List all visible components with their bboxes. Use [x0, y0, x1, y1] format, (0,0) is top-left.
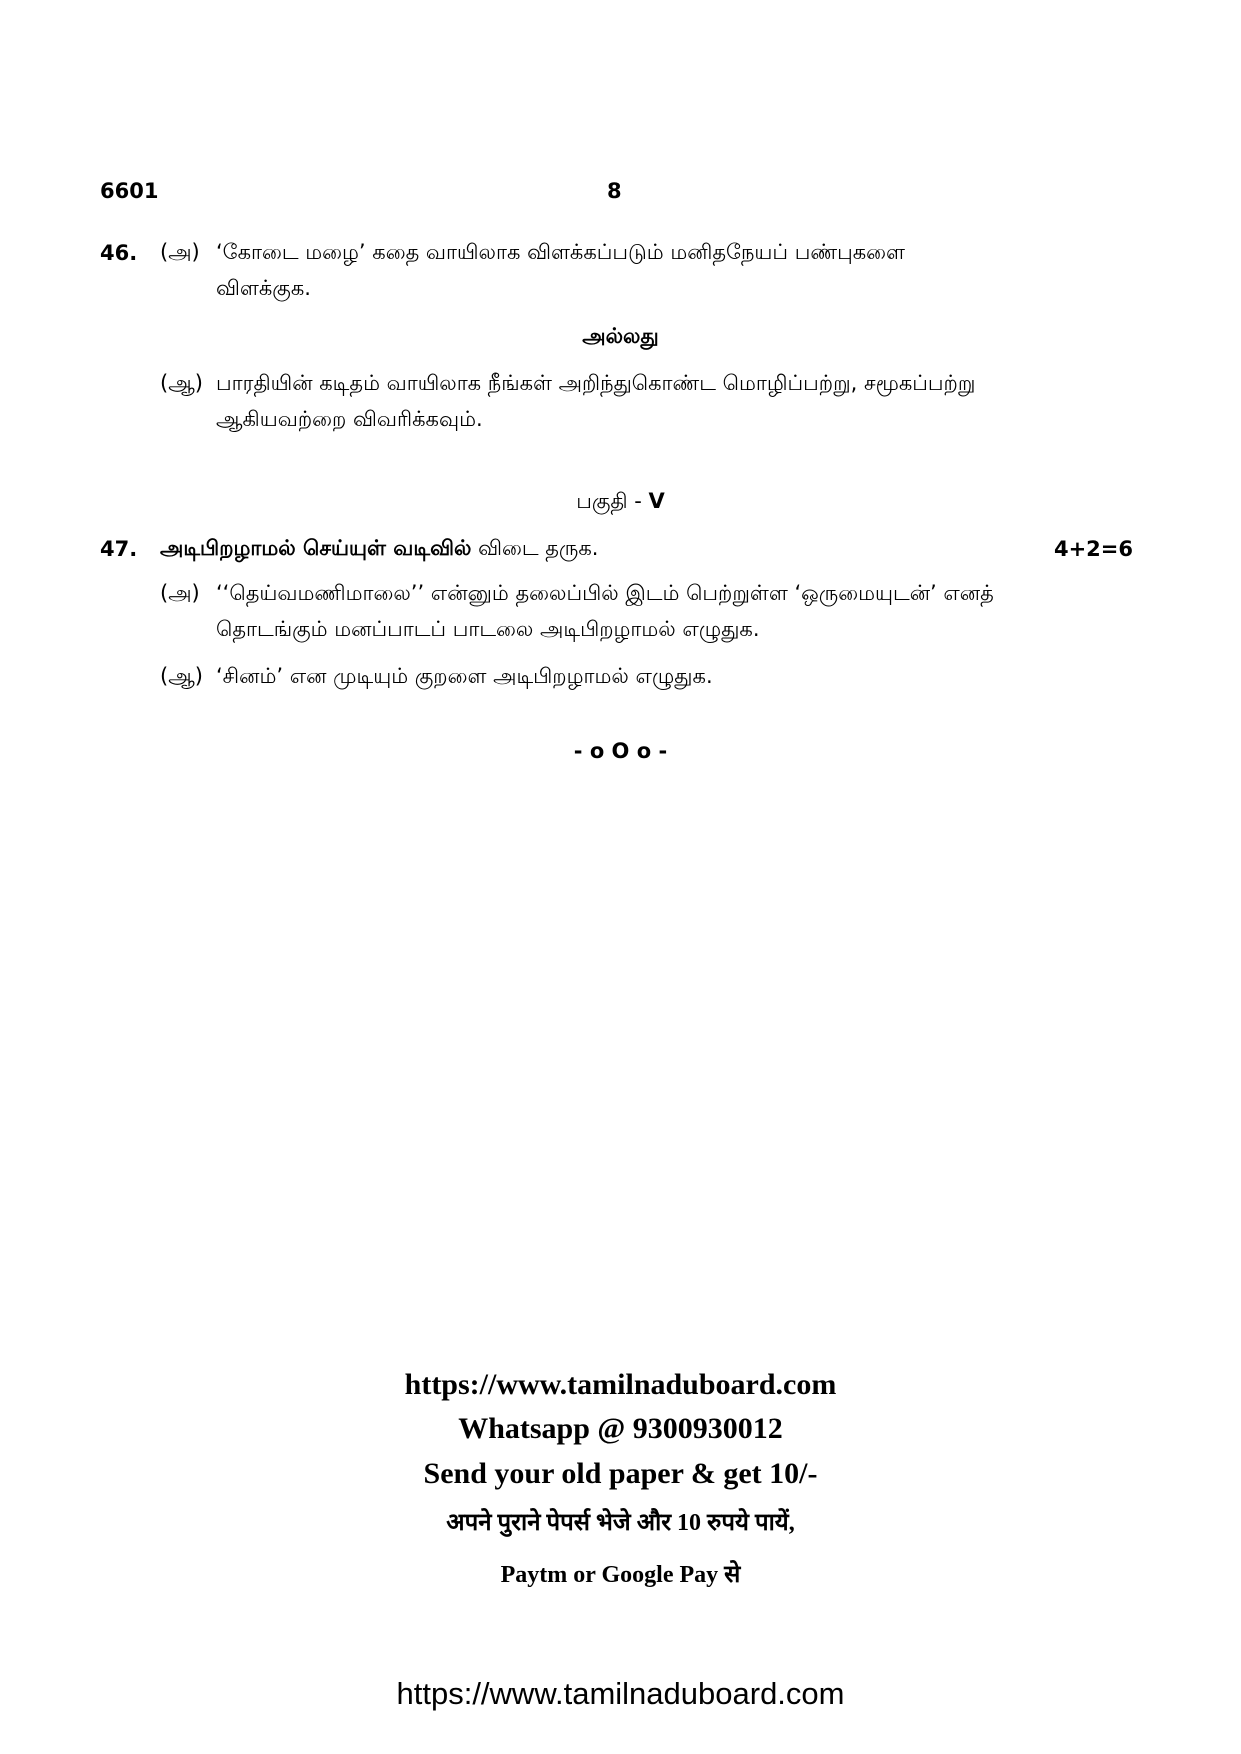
q47-instruction — [160, 530, 960, 566]
promo-whatsapp: Whatsapp @ 9300930012 — [458, 1412, 783, 1445]
q47-option-a-label: (அ) — [160, 581, 200, 605]
q46-option-a-line2: விளக்குக. — [216, 276, 311, 300]
q47-instruction-bold: அடிபிறழாமல் செய்யுள் வடிவில் — [160, 536, 472, 560]
q47-option-b-label: (ஆ) — [160, 664, 203, 688]
q46-option-b-label: (ஆ) — [160, 371, 203, 395]
q46-option-b-text — [216, 365, 1096, 437]
page-number: 8 — [607, 179, 622, 203]
q46-option-a-line1: ‘கோடை மழை’ கதை வாயிலாக விளக்கப்படும் மனிதநேயப் பண்புகளை — [216, 240, 905, 264]
question-47-number: 47. — [100, 537, 138, 561]
promo-payment: Paytm or Google Pay से — [500, 1562, 741, 1588]
promo-url[interactable]: https://www.tamilnaduboard.com — [404, 1368, 837, 1401]
promo-hindi: अपने पुराने पेपर्स भेजे और 10 रुपये पायें, — [446, 1510, 795, 1536]
q47-option-a-line1: ‘‘தெய்வமணிமாலை’’ என்னும் தலைப்பில் இடம் பெற்றுள்ள ‘ஒருமையுடன்’ எனத் — [216, 581, 994, 605]
q47-option-b-text: ‘சினம்’ என முடியும் குறளை அடிபிறழாமல் எழுதுக. — [216, 664, 713, 688]
footer-url[interactable]: https://www.tamilnaduboard.com — [396, 1676, 845, 1711]
q47-marks: 4+2=6 — [1053, 537, 1133, 561]
q46-option-a-label: (அ) — [160, 240, 200, 264]
question-46-number: 46. — [100, 241, 138, 265]
q46-option-b-line1: பாரதியின் கடிதம் வாயிலாக நீங்கள் அறிந்துகொண்ட மொழிப்பற்று, சமூகப்பற்று — [216, 371, 976, 395]
section-title-prefix: பகுதி - — [576, 489, 649, 513]
paper-code: 6601 — [100, 179, 159, 203]
q47-option-a-line2: தொடங்கும் மனப்பாடப் பாடலை அடிபிறழாமல் எழுதுக. — [216, 617, 760, 641]
end-mark: - o O o - — [573, 739, 668, 763]
section-title — [0, 483, 1241, 519]
promo-send-paper: Send your old paper & get 10/- — [423, 1457, 818, 1490]
or-separator: அல்லது — [582, 324, 659, 348]
q46-option-b-line2: ஆகியவற்றை விவரிக்கவும். — [216, 407, 483, 431]
q47-instruction-rest: விடை தருக. — [471, 536, 599, 560]
q47-option-a-text — [216, 575, 1096, 647]
section-title-numeral: V — [648, 489, 665, 513]
q46-option-a-text — [216, 234, 1086, 306]
